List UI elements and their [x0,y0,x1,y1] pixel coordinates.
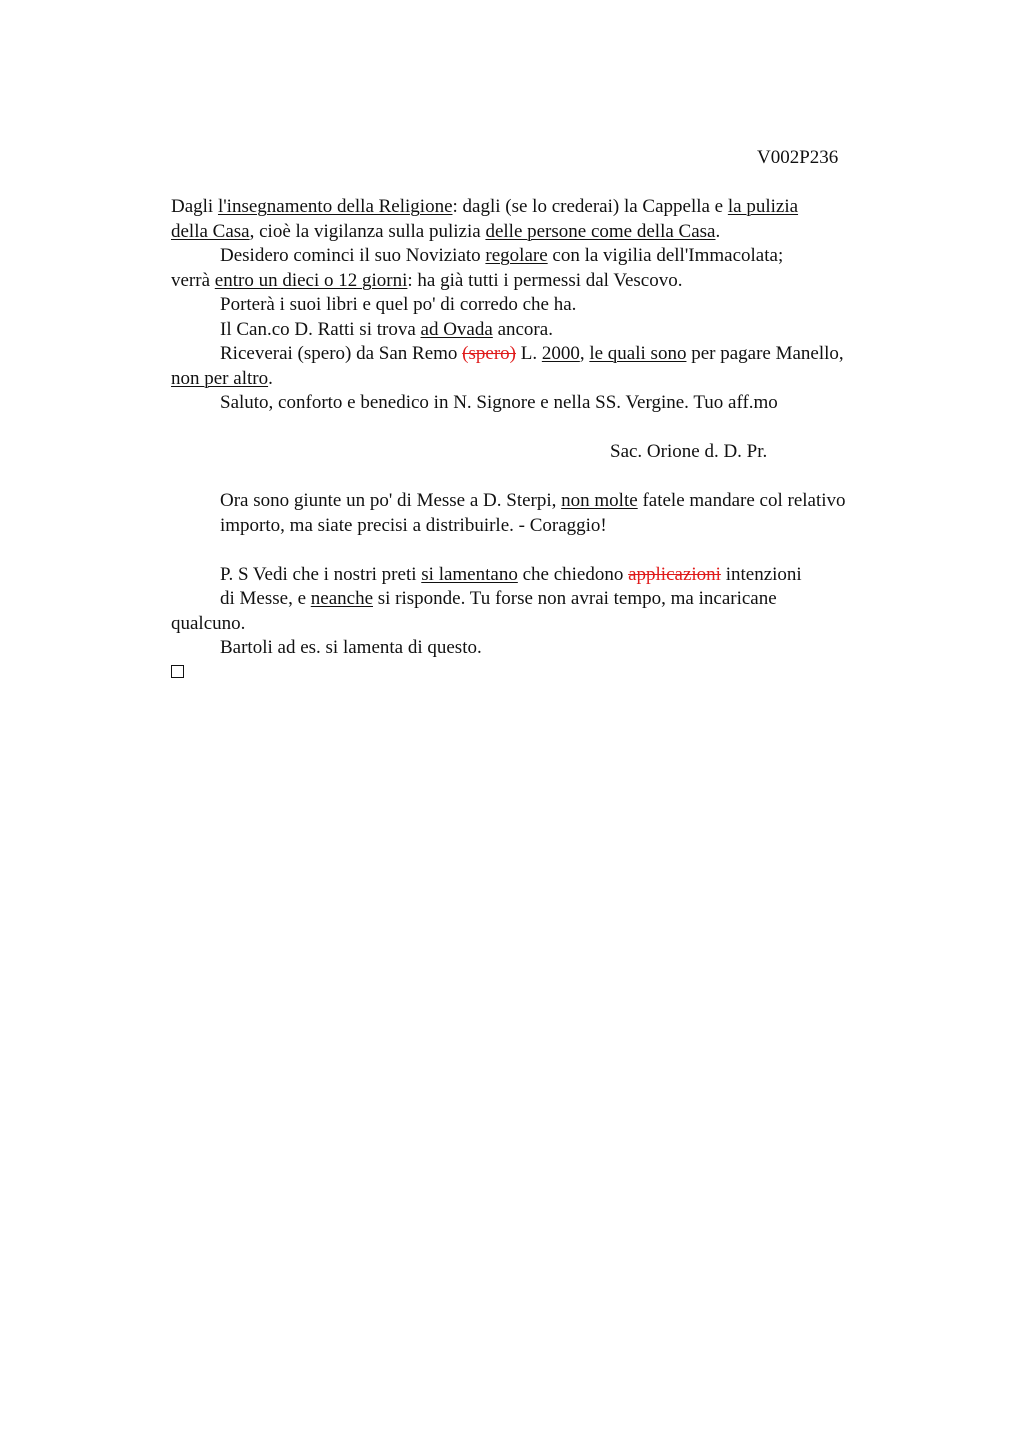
text-span: verrà [171,269,215,291]
text-span: Desidero cominci il suo Noviziato [220,245,486,266]
text-span: . [268,367,273,389]
text-span: , [579,343,590,364]
text-line [171,587,911,612]
text-span: P. S Vedi che i nostri preti [220,563,422,585]
text-line [171,220,911,245]
text-span: per pagare Manello, [686,343,844,364]
empty-square-icon [171,665,184,678]
text-line [171,563,911,588]
text-span: con la vigilia dell'Immacolata; [547,245,784,266]
text-span: di Messe, e [220,588,311,609]
blank-line [171,416,911,441]
text-line: Bartoli ad es. si lamenta di questo. [220,637,482,658]
signature: Sac. Orione d. D. Pr. [610,441,768,462]
deleted-text: (spero) [462,343,516,364]
text-span: Ora sono giunte un po' di Messe a D. Sterpi, [220,490,562,511]
text-span: . [715,220,721,242]
underlined-text: della Casa [171,220,250,242]
text-line [171,244,911,269]
underlined-text: ad Ovada [420,318,493,340]
blank-line [171,538,911,563]
text-span: L. [515,343,542,364]
deleted-text: applicazioni [628,563,721,585]
text-span: , cioè la vigilanza sulla pulizia [249,220,486,242]
underlined-text: non molte [561,490,638,511]
text-line: Saluto, conforto e benedico in N. Signore e nella SS. Vergine. Tuo aff.mo [220,392,778,413]
text-span: fatele mandare col relativo [637,490,846,511]
text-span: : ha già tutti i permessi dal Vescovo. [407,269,683,291]
letter-body [171,195,911,685]
text-line: importo, ma siate precisi a distribuirle. - Coraggio! [220,514,607,536]
text-line [171,367,911,392]
document-reference: V002P236 [757,147,839,168]
text-span: ancora. [492,318,553,340]
underlined-text: 2000 [541,343,580,364]
underlined-text: delle persone come della Casa [485,220,716,242]
text-line [171,342,911,367]
text-span: Il Can.co D. Ratti si trova [220,318,421,340]
underlined-text: l'insegnamento della Religione [217,196,453,217]
text-line [171,318,911,343]
underlined-text: si lamentano [421,563,518,585]
text-span: Dagli [171,196,218,217]
text-line [171,489,911,514]
text-line: Porterà i suoi libri e quel po' di corredo che ha. [220,294,577,315]
text-span: intenzioni [720,563,802,585]
blank-line [171,465,911,490]
text-span: si risponde. Tu forse non avrai tempo, ma incaricane [373,588,777,609]
underlined-text: neanche [310,588,373,609]
text-span: Riceverai (spero) da San Remo [220,343,463,364]
text-line [171,195,911,220]
underlined-text: le quali sono [589,343,687,364]
underlined-text: regolare [485,245,548,266]
underlined-text: la pulizia [727,196,799,217]
end-marker [171,661,911,686]
text-line [171,269,911,294]
text-span: : dagli (se lo crederai) la Cappella e [452,196,728,217]
underlined-text: non per altro [171,367,269,389]
text-line: qualcuno. [171,612,246,634]
underlined-text: entro un dieci o 12 giorni [214,269,408,291]
text-span: che chiedono [517,563,629,585]
